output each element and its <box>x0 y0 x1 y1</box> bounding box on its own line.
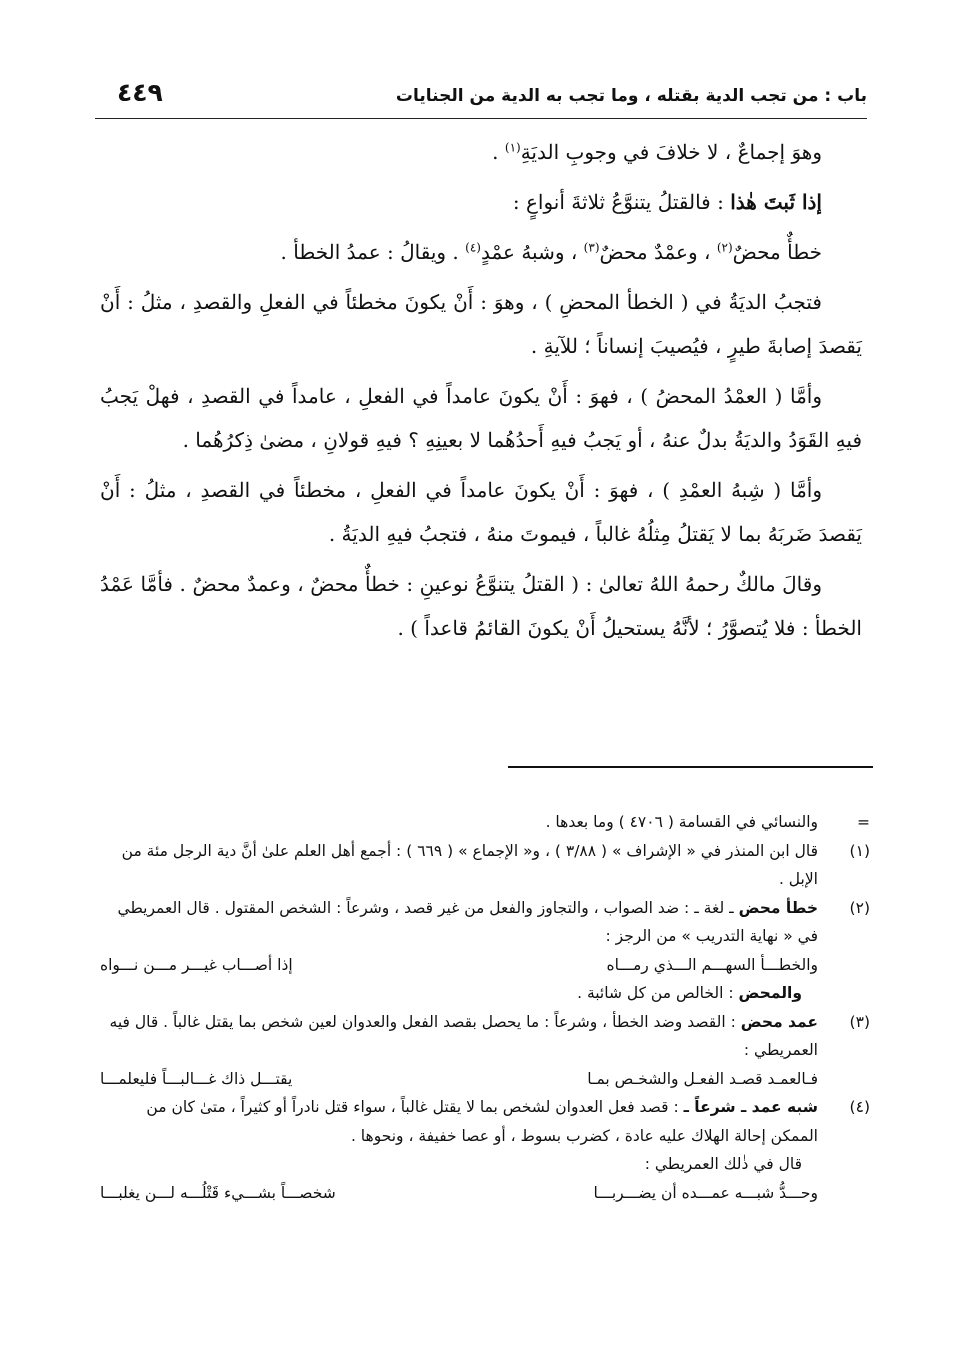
footnote-4-verse <box>100 1179 870 1208</box>
footnote-2-def-text: : الخالص من كل شائبة . <box>577 984 739 1002</box>
footnote-ref-2: (٢) <box>716 240 733 255</box>
footnote-ref-3: (٣) <box>583 240 600 255</box>
footnote-4-text: : قصد فعل العدوان لشخص بما لا يقتل غالباً ، سواء قتل نادراً أو كثيراً ، متىٰ كان من الممكن إحالة الهلاك عليه عادة ، كضرب بسوط ، أو عصا خفيفة ، ونحوها . <box>146 1098 818 1145</box>
paragraph-6: وأمَّا ( شِبهُ العمْدِ ) ، فهوَ : أَنْ يكونَ عامداً في الفعلِ ، مخطئاً في القصدِ ، مثلُ : أَنْ يَقصدَ ضَربَهُ بما لا يَقتلُ مِثلُهُ غالباً ، فيموتَ منهُ ، فتجبُ فيهِ الديَةُ . <box>100 478 862 546</box>
footnotes <box>100 808 870 1207</box>
footnote-4-intro: قال في ذٰلك العمريطي : <box>644 1155 802 1173</box>
running-title: باب : من تجب الدية بقتله ، وما تجب به الدية من الجنايات <box>395 86 867 106</box>
main-text <box>100 130 862 656</box>
footnote-2-number: (٢) <box>849 898 870 917</box>
page-header <box>95 74 867 119</box>
footnote-1 <box>100 837 870 894</box>
paragraph-3-part-d: . ويقالُ : عمدُ الخطأ . <box>280 240 466 264</box>
footnote-2-term: خطأ محض <box>738 898 818 917</box>
footnote-3-verse <box>100 1065 870 1094</box>
paragraph-1-text: وهوَ إجماعٌ ، لا خلافَ في وجوبِ الديَةِ <box>520 140 822 164</box>
paragraph-3-part-c: ، وشبهُ عمْدٍ <box>480 240 584 264</box>
paragraph-2-lead: إذا ثَبتَ هٰذا <box>730 190 822 214</box>
footnote-4-term: شبه عمد ـ شرعاً ـ <box>683 1098 818 1116</box>
paragraph-2-text: : فالقتلُ يتنوَّعُ ثلاثةَ أنواعٍ : <box>512 190 731 214</box>
paragraph-1-tail: . <box>492 140 505 164</box>
footnote-3-number: (٣) <box>849 1012 870 1031</box>
footnote-1-number: (١) <box>849 841 870 860</box>
verse-hemistich-2: إذا أصـــاب غيـــر مـــن نـــواه <box>100 955 293 974</box>
footnote-ref-1: (١) <box>504 140 521 155</box>
paragraph-5: وأمَّا ( العمْدُ المحضُ ) ، فهوَ : أَنْ يكونَ عامداً في الفعلِ ، عامداً في القصدِ ، فهلْ يَجبُ فيهِ القَوَدُ والديَةُ بدلٌ عنهُ ، أو يَجبُ فيهِ أَحدُهُما لا بعينِهِ ؟ فيهِ قولانِ ، مضىٰ ذِكرُهُما . <box>100 384 862 452</box>
continuation-text: والنسائي في القسامة ( ٤٧٠٦ ) وما بعدها . <box>545 813 818 831</box>
paragraph-3-part-a: خطأٌ محضٌ <box>732 240 822 264</box>
page-number: ٤٤٩ <box>117 78 163 107</box>
verse-hemistich-1: فـالعمـد قصـد الفعـل والشخـص بمـا <box>587 1069 818 1088</box>
footnote-2 <box>100 894 870 951</box>
footnote-separator <box>508 766 873 768</box>
verse-hemistich-2: شخصـــاً بشـــيء قَتْلُـــه لـــن يغلبـــا <box>100 1183 336 1202</box>
footnote-2-text: ـ لغة ـ : ضد الصواب ، والتجاوز والفعل من غير قصد ، وشرعاً : الشخص المقتول . قال العمريطي في « نهاية التدريب » من الرجز : <box>117 898 818 945</box>
paragraph-2 <box>100 180 862 224</box>
footnote-3-text: : القصد وضد الخطأ ، وشرعاً : ما يحصل بقصد الفعل والعدوان لعين شخص بما يقتل غالباً . قال فيه العمريطي : <box>109 1012 818 1059</box>
footnote-3 <box>100 1008 870 1065</box>
footnote-4-number: (٤) <box>849 1098 870 1116</box>
footnote-4 <box>100 1093 870 1150</box>
footnote-continuation <box>100 808 870 837</box>
footnote-2-def-term: والمحض <box>738 984 802 1002</box>
footnote-ref-4: (٤) <box>465 240 481 255</box>
continuation-mark: = <box>857 813 870 831</box>
verse-hemistich-1: وحـــدُّ شبـــه عمـــده أن يضـــربـــا <box>593 1183 818 1202</box>
footnote-1-text: قال ابن المنذر في « الإشراف » ( ٣/٨٨ ) ، و« الإجماع » ( ٦٦٩ ) : أجمع أهل العلم علىٰ أنَّ دية الرجل مئة من الإبل . <box>121 841 818 888</box>
footnote-3-term: عمد محض <box>740 1012 818 1031</box>
paragraph-3 <box>100 230 862 274</box>
footnote-2-verse <box>100 951 870 980</box>
paragraph-7: وقالَ مالكٌ رحمهُ اللهُ تعالىٰ : ( القتلُ يتنوَّعُ نوعينِ : خطأٌ محضٌ ، وعمدٌ محضٌ . فأمَّا عَمْدُ الخطأ : فلا يُتصوَّرُ ؛ لأنَّهُ يستحيلُ أَنْ يكونَ القائمُ قاعداً ) . <box>100 572 862 640</box>
paragraph-3-part-b: ، وعمْدٌ محضٌ <box>599 240 717 264</box>
verse-hemistich-1: والخطـــأ السهـــم الـــذي رمـــاه <box>606 955 818 974</box>
paragraph-4: فتجبُ الديَةُ في ( الخطأ المحضِ ) ، وهوَ : أَنْ يكونَ مخطئاً في الفعلِ والقصدِ ، مثلُ : أَنْ يَقصدَ إصابةَ طيرٍ ، فيُصيبَ إنساناً ؛ للآيةِ . <box>100 290 862 358</box>
paragraph-1 <box>100 130 862 174</box>
footnote-2-definition <box>100 979 870 1008</box>
verse-hemistich-2: يقتـــل ذاك غـــالبـــاً فليعلمـــا <box>100 1069 293 1088</box>
